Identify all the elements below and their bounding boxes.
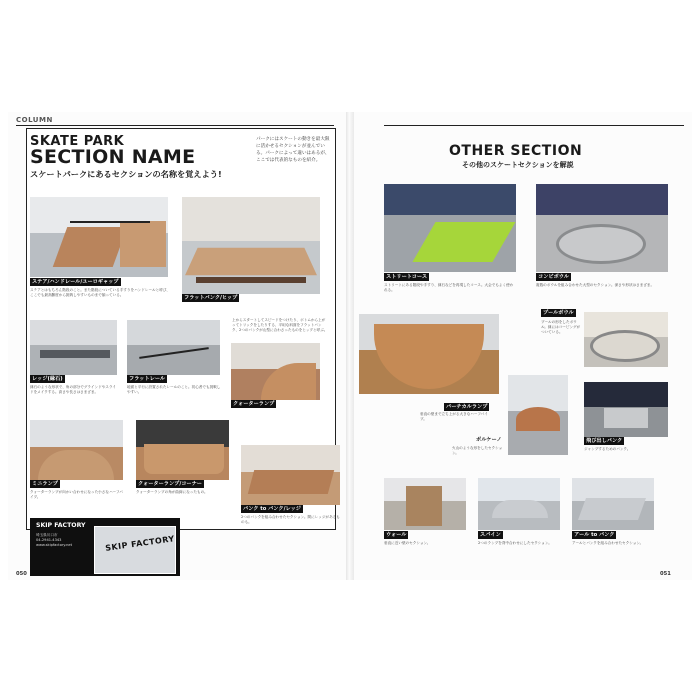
photo-spine (478, 478, 560, 530)
shop-info (36, 533, 92, 549)
shop-phone: 04-2941-4343 (36, 538, 62, 543)
desc-jumpbank: ジャンプするためのバンク。 (584, 447, 631, 451)
intro-text: パークにはスケートの動きを最大限に活かせるセクションが並んでいる。パークによって違いはあるが、ここでは代表的なものを紹介。 (256, 137, 330, 163)
header-rule-right (384, 125, 684, 126)
header-rule (16, 125, 334, 126)
photo-flatrail (127, 320, 220, 375)
label-poolbowl: プールボウル (543, 310, 574, 316)
photo-vertramp (359, 314, 499, 394)
photo-stair (30, 197, 168, 277)
label-flatbank: フラットバンク/ヒップ (184, 295, 238, 301)
desc-rtobank: アールとバンクを組み合わせたセクション。 (572, 541, 644, 545)
photo-rtobank (572, 478, 654, 530)
shop-name: SKIP FACTORY (36, 522, 86, 529)
label-miniramp: ミニランプ (32, 481, 58, 487)
desc-poolbowl: プールの形をしたボウル。縁にはコーピングがついている。 (541, 320, 581, 335)
other-title-jp: その他のスケートセクションを解説 (462, 161, 574, 169)
page-number-left: 050 (16, 571, 27, 577)
desc-combibowl: 複数のボウルを組み合わせた大型のセクション。深さや形状はさまざま。 (536, 283, 655, 287)
label-volcano: ボルケーノ (476, 437, 502, 443)
photo-ledge (30, 320, 117, 375)
desc-spine: 2つのランプを背中合わせにしたセクション。 (478, 541, 552, 545)
label-vertramp: バーチカルランプ (446, 404, 488, 410)
label-jumpbank: 飛び出しバンク (586, 438, 623, 444)
label-ledge: レッジ(縁石) (32, 376, 63, 382)
desc-stair: ステアとはもちろん階段のこと。また階段についている手すりをハンドレールと呼び、ここでも最高難度から挑戦しやすいものまで揃っている。 (30, 288, 170, 298)
desc-streetcourse: ストリートにある階段や手すり、縁石などを再現したコース。大会でもよく使われる。 (384, 283, 514, 293)
desc-volcano: 火山のような形をしたセクション。 (452, 446, 503, 456)
photo-poolbowl (584, 312, 668, 367)
title-line-1: SKATE PARK (30, 134, 125, 149)
photo-banktobank (241, 445, 340, 505)
shop-url: www.skipfactory.net (36, 543, 73, 548)
label-rtobank: アール to バンク (574, 532, 615, 538)
page-gutter (346, 112, 354, 580)
photo-flatbank (182, 197, 320, 294)
label-quarterramp: クォーターランプ (233, 401, 275, 407)
shop-photo (94, 526, 176, 574)
title-line-2: SECTION NAME (30, 146, 196, 168)
label-spine: スパイン (480, 532, 501, 538)
desc-wall: 垂直に近い壁のセクション。 (384, 541, 431, 545)
label-combibowl: コンビボウル (538, 274, 569, 280)
shop-address: 埼玉県川口市 (36, 533, 58, 537)
label-quartercorner: クォーターランプ/コーナー (138, 481, 202, 487)
label-stair: ステア/ハンドレール/ユーロギャップ (32, 279, 119, 285)
desc-miniramp: クォーターランプが向かい合わせになった小さなハーフパイプ。 (30, 490, 123, 500)
desc-quartercorner: クォーターランプの角が曲線になったもの。 (136, 490, 208, 494)
label-flatrail: フラットレール (129, 376, 166, 382)
subtitle: スケートパークにあるセクションの名称を覚えよう! (30, 169, 222, 179)
photo-miniramp (30, 420, 123, 480)
photo-quartercorner (136, 420, 229, 480)
photo-jumpbank (584, 382, 668, 437)
column-tag: COLUMN (16, 116, 53, 124)
label-streetcourse: ストリートコース (386, 274, 428, 280)
other-title-en: OTHER SECTION (449, 143, 583, 159)
desc-flatbank: 上からスタートしてスピードをつけたり、ボトムから上がってトリックをしたりする、平坦な斜面をフラットバンク、2つのバンクが山型に合わさったものをヒップと呼ぶ。 (232, 318, 328, 333)
label-wall: ウォール (386, 532, 407, 538)
desc-flatrail: 地面と平行に設置されたレールのこと。初心者でも挑戦しやすい。 (127, 385, 221, 395)
desc-vertramp: 垂直の壁まで立ち上がる大きなハーフパイプ。 (420, 412, 488, 422)
label-banktobank: バンク to バンク/レッジ (243, 506, 301, 512)
photo-wall (384, 478, 466, 530)
desc-banktobank: 2つのバンクを組み合わせたセクション。間にレッジがあるものも。 (241, 515, 340, 525)
photo-volcano (508, 375, 568, 455)
photo-quarterramp (231, 343, 320, 400)
shop-sign: SKIP FACTORY (104, 534, 176, 553)
page-number-right: 051 (660, 571, 671, 577)
desc-ledge: 縁石のような形状で、角の部分でグラインドやスライドをメイクする。高さや長さはさまざま。 (30, 385, 116, 395)
photo-streetcourse (384, 184, 516, 272)
photo-combibowl (536, 184, 668, 272)
